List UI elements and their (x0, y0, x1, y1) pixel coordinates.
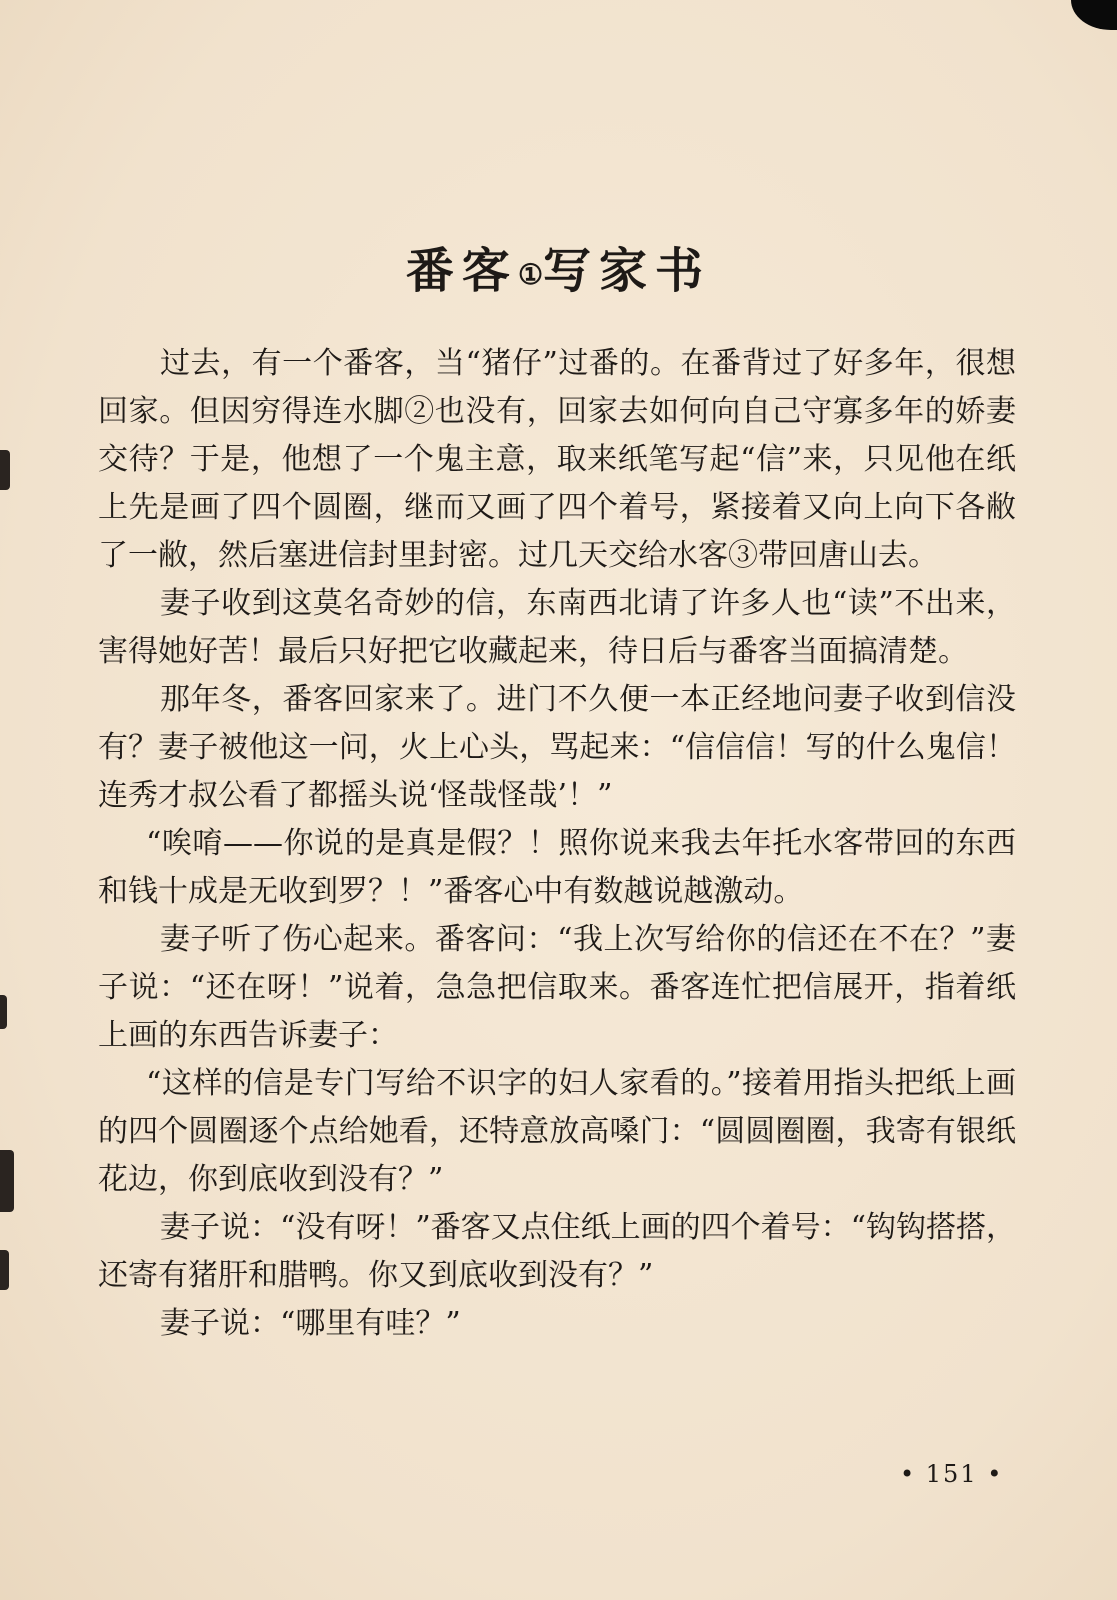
edge-stain (0, 995, 7, 1029)
paragraph: “这样的信是专门写给不识字的妇人家看的。”接着用指头把纸上画的四个圆圈逐个点给她看，还特意放高嗓门：“圆圆圈圈，我寄有银纸花边，你到底收到没有？” (98, 1066, 1016, 1197)
paragraph: 过去，有一个番客，当“猪仔”过番的。在番背过了好多年，很想回家。但因穷得连水脚②也没有，回家去如何向自己守寡多年的娇妻交待？于是，他想了一个鬼主意，取来纸笔写起“信”来，只见他在纸上先是画了四个圆圈，继而又画了四个着号，紧接着又向上向下各敝了一敝，然后塞进信封里封密。过几天交给水客③带回唐山去。 (98, 346, 1016, 573)
paragraph: “唉唷——你说的是真是假？！照你说来我去年托水客带回的东西和钱十成是无收到罗？！”番客心中有数越说越激动。 (98, 826, 1016, 909)
title-text-rest: 写家书 (543, 243, 712, 299)
body-text (98, 340, 1016, 1348)
paragraph: 妻子收到这莫名奇妙的信，东南西北请了许多人也“读”不出来，害得她好苦！最后只好把它收藏起来，待日后与番客当面搞清楚。 (98, 586, 1016, 669)
paragraph: 妻子说：“哪里有哇？” (160, 1306, 461, 1341)
page-number: • 151 • (900, 1460, 1004, 1488)
edge-stain (0, 450, 10, 490)
edge-stain (0, 1150, 14, 1212)
page-title (0, 232, 1117, 301)
edge-stain (0, 1250, 9, 1290)
torn-corner (1071, 0, 1117, 30)
title-footnote-mark: ① (517, 258, 544, 291)
title-text: 番客 (405, 243, 518, 299)
paragraph: 妻子说：“没有呀！”番客又点住纸上画的四个着号：“钩钩搭搭，还寄有猪肝和腊鸭。你又到底收到没有？” (98, 1210, 1017, 1293)
paragraph: 妻子听了伤心起来。番客问：“我上次写给你的信还在不在？”妻子说：“还在呀！”说着，急急把信取来。番客连忙把信展开，指着纸上画的东西告诉妻子： (98, 922, 1016, 1053)
paragraph: 那年冬，番客回家来了。进门不久便一本正经地问妻子收到信没有？妻子被他这一问，火上心头，骂起来：“信信信！写的什么鬼信！连秀才叔公看了都摇头说‘怪哉怪哉’！” (98, 682, 1016, 813)
